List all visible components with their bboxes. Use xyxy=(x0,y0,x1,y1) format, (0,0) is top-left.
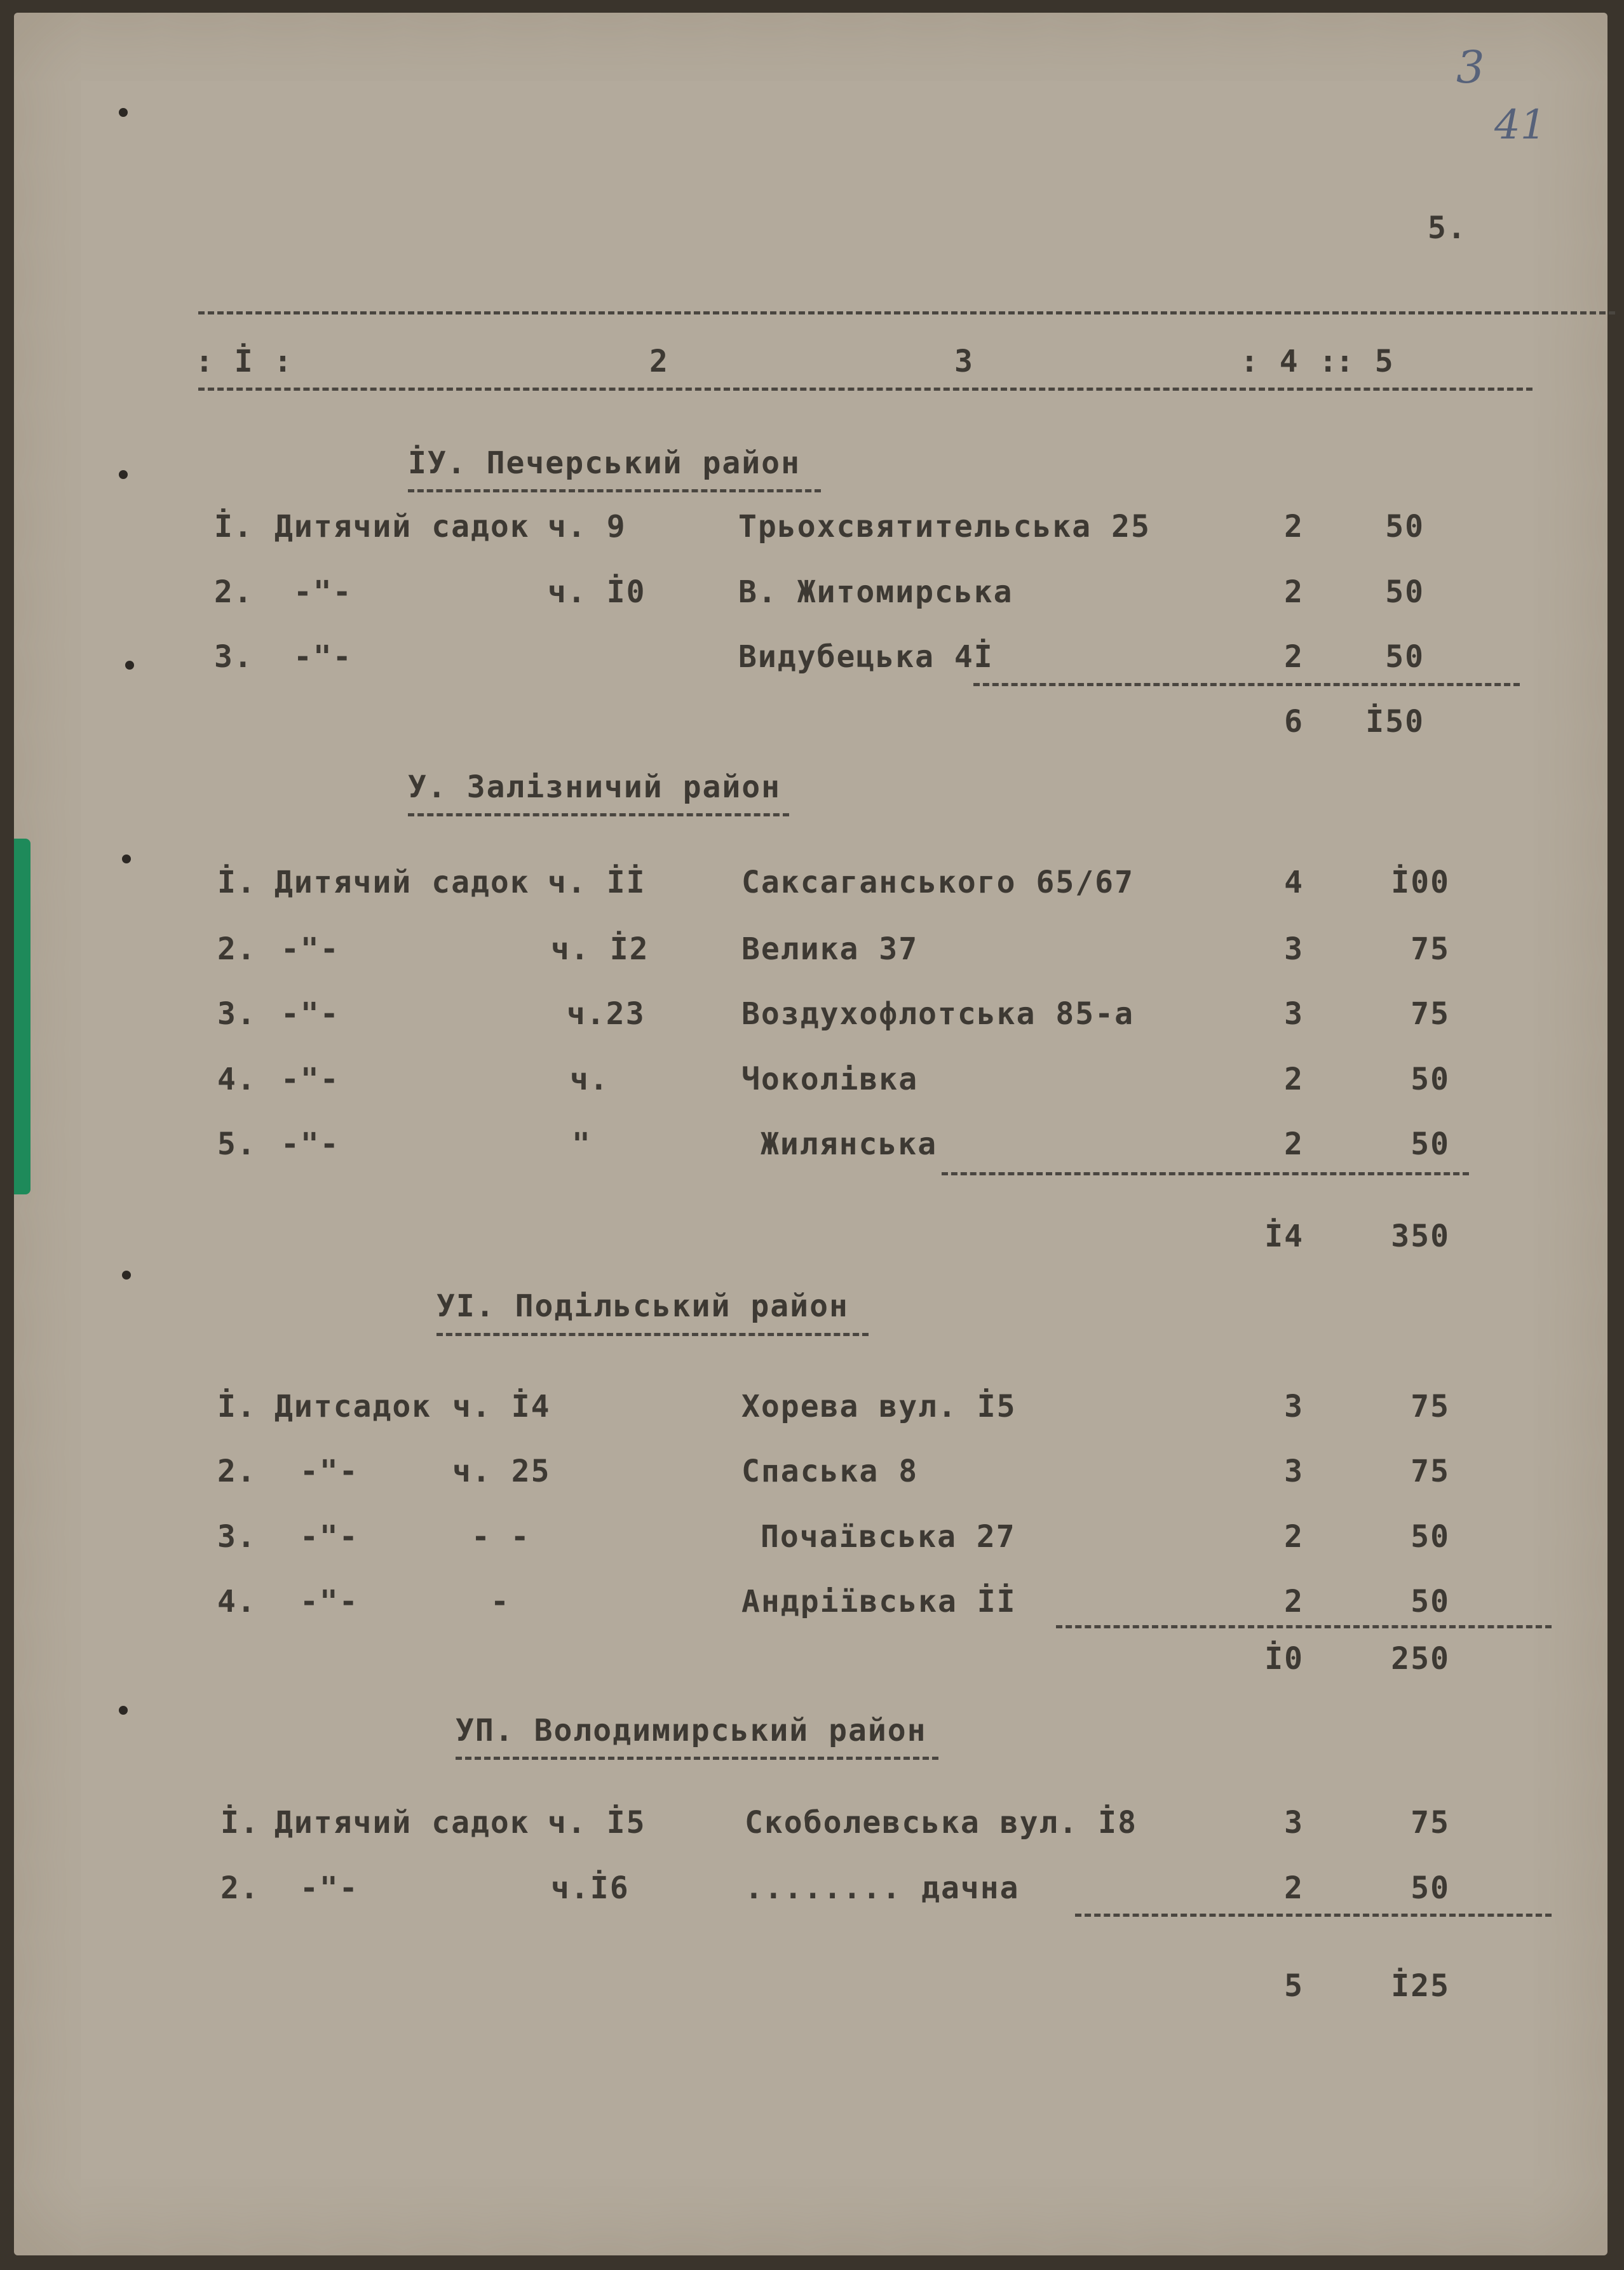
binding-hole xyxy=(119,470,128,479)
address: Андріївська İİ xyxy=(741,1584,1017,1619)
section-title-underline xyxy=(408,813,789,816)
section-title: У. Залізничий район xyxy=(408,769,782,805)
header-col-3: 3 xyxy=(954,344,974,379)
institution-name: Дитсадок xyxy=(274,1389,432,1424)
row-number: 2. xyxy=(220,1870,260,1906)
address: Жилянська xyxy=(761,1126,938,1162)
row-number: 3. xyxy=(214,639,254,675)
subtotal-col4: İ0 xyxy=(1264,1641,1304,1677)
header-col-5: : 5 xyxy=(1336,344,1395,379)
institution-number: ч. xyxy=(570,1062,609,1097)
ditto-dash: - - xyxy=(471,1519,531,1555)
address: Спаська 8 xyxy=(741,1454,919,1489)
col4-value: 4 xyxy=(1284,865,1304,900)
address: В. Житомирська xyxy=(738,574,1013,610)
row-number: 2. xyxy=(214,574,254,610)
row-number: 3. xyxy=(217,1519,257,1555)
institution-number: " xyxy=(572,1126,592,1162)
ditto-mark: -"- xyxy=(300,1870,359,1906)
ditto-mark: -"- xyxy=(281,1062,340,1097)
subtotal-rule xyxy=(1075,1914,1552,1917)
col5-value: 50 xyxy=(1411,1062,1450,1097)
institution-number: ч. İİ xyxy=(548,865,646,900)
col4-value: 3 xyxy=(1284,931,1304,967)
subtotal-col5: 350 xyxy=(1391,1219,1450,1254)
col4-value: 3 xyxy=(1284,1805,1304,1841)
col5-value: 75 xyxy=(1411,931,1450,967)
ditto-mark: -"- xyxy=(294,574,353,610)
row-number: İ. xyxy=(217,865,257,900)
row-number: 2. xyxy=(217,931,257,967)
address: Саксаганського 65/67 xyxy=(741,865,1134,900)
institution-name: Дитячий садок xyxy=(274,509,530,544)
col5-value: 50 xyxy=(1411,1519,1450,1555)
binding-hole xyxy=(119,1706,128,1715)
binding-hole xyxy=(122,855,131,863)
col5-value: 75 xyxy=(1411,1805,1450,1841)
row-number: 5. xyxy=(217,1126,257,1162)
col4-value: 2 xyxy=(1284,639,1304,675)
paper-sheet xyxy=(14,13,1607,2255)
binding-hole xyxy=(125,661,134,670)
institution-name: Дитячий садок xyxy=(274,865,530,900)
row-number: 3. xyxy=(217,996,257,1032)
handwritten-number: 3 xyxy=(1456,41,1485,93)
col4-value: 2 xyxy=(1284,1584,1304,1619)
subtotal-col5: 250 xyxy=(1391,1641,1450,1677)
col4-value: 3 xyxy=(1284,1454,1304,1489)
header-col-2: 2 xyxy=(649,344,669,379)
col4-value: 2 xyxy=(1284,574,1304,610)
section-title-underline xyxy=(408,489,821,492)
institution-name: Дитячий садок xyxy=(274,1805,530,1841)
binding-hole xyxy=(122,1271,131,1280)
subtotal-rule xyxy=(942,1172,1469,1175)
header-col-1: : İ : xyxy=(195,344,294,379)
row-number: 4. xyxy=(217,1584,257,1619)
section-title: УП. Володимирський район xyxy=(456,1713,927,1748)
col4-value: 3 xyxy=(1284,1389,1304,1424)
col4-value: 2 xyxy=(1284,1870,1304,1906)
institution-number: ч. 9 xyxy=(548,509,626,544)
institution-number: ч.İ6 xyxy=(551,1870,630,1906)
subtotal-col4: 5 xyxy=(1284,1968,1304,2004)
col4-value: 2 xyxy=(1284,1126,1304,1162)
page-number: 5. xyxy=(1428,210,1467,246)
col5-value: 50 xyxy=(1411,1126,1450,1162)
row-number: 2. xyxy=(217,1454,257,1489)
col4-value: 2 xyxy=(1284,509,1304,544)
ditto-mark: -"- xyxy=(300,1454,359,1489)
ditto-mark: -"- xyxy=(281,1126,340,1162)
header-rule-bottom xyxy=(198,388,1533,391)
binding-hole xyxy=(119,108,128,117)
subtotal-col4: 6 xyxy=(1284,704,1304,740)
address: ........ дачна xyxy=(745,1870,1020,1906)
header-rule-top xyxy=(198,311,1615,314)
address: Скоболевська вул. İ8 xyxy=(745,1805,1137,1841)
institution-number: ч. İ4 xyxy=(452,1389,551,1424)
address: Велика 37 xyxy=(741,931,919,967)
col5-value: 50 xyxy=(1385,639,1424,675)
address: Чоколівка xyxy=(741,1062,919,1097)
institution-number: ч. İ0 xyxy=(548,574,646,610)
subtotal-rule xyxy=(973,683,1520,686)
col4-value: 2 xyxy=(1284,1062,1304,1097)
col4-value: 3 xyxy=(1284,996,1304,1032)
subtotal-col5: İ50 xyxy=(1365,704,1424,740)
col5-value: 50 xyxy=(1411,1584,1450,1619)
row-number: 4. xyxy=(217,1062,257,1097)
handwritten-folio-number: 41 xyxy=(1494,102,1546,149)
section-title-underline xyxy=(436,1333,869,1336)
row-number: İ. xyxy=(214,509,254,544)
subtotal-col4: İ4 xyxy=(1264,1219,1304,1254)
col5-value: 50 xyxy=(1385,574,1424,610)
address: Почаївська 27 xyxy=(761,1519,1016,1555)
section-title-underline xyxy=(456,1757,938,1760)
col4-value: 2 xyxy=(1284,1519,1304,1555)
col5-value: 50 xyxy=(1385,509,1424,544)
address: Видубецька 4İ xyxy=(738,639,994,675)
ditto-mark: -"- xyxy=(294,639,353,675)
subtotal-rule xyxy=(1056,1625,1552,1628)
ditto-mark: -"- xyxy=(300,1584,359,1619)
institution-number: ч.23 xyxy=(567,996,646,1032)
ditto-mark: -"- xyxy=(281,931,340,967)
section-title: İУ. Печерський район xyxy=(408,445,801,481)
subtotal-col5: İ25 xyxy=(1391,1968,1450,2004)
address: Трьохсвятительська 25 xyxy=(738,509,1151,544)
row-number: İ. xyxy=(220,1805,260,1841)
col5-value: 75 xyxy=(1411,1389,1450,1424)
col5-value: 50 xyxy=(1411,1870,1450,1906)
col5-value: İ00 xyxy=(1391,865,1450,900)
institution-number: ч. 25 xyxy=(452,1454,551,1489)
ditto-mark: -"- xyxy=(281,996,340,1032)
institution-number: ч. İ5 xyxy=(548,1805,646,1841)
address: Хорева вул. İ5 xyxy=(741,1389,1017,1424)
section-title: УІ. Подільський район xyxy=(436,1288,849,1324)
ditto-dash: - xyxy=(491,1584,510,1619)
col5-value: 75 xyxy=(1411,1454,1450,1489)
institution-number: ч. İ2 xyxy=(551,931,649,967)
col5-value: 75 xyxy=(1411,996,1450,1032)
header-col-4: : 4 : xyxy=(1240,344,1339,379)
green-binding-tab xyxy=(14,839,30,1194)
row-number: İ. xyxy=(217,1389,257,1424)
address: Воздухофлотська 85-а xyxy=(741,996,1134,1032)
ditto-mark: -"- xyxy=(300,1519,359,1555)
